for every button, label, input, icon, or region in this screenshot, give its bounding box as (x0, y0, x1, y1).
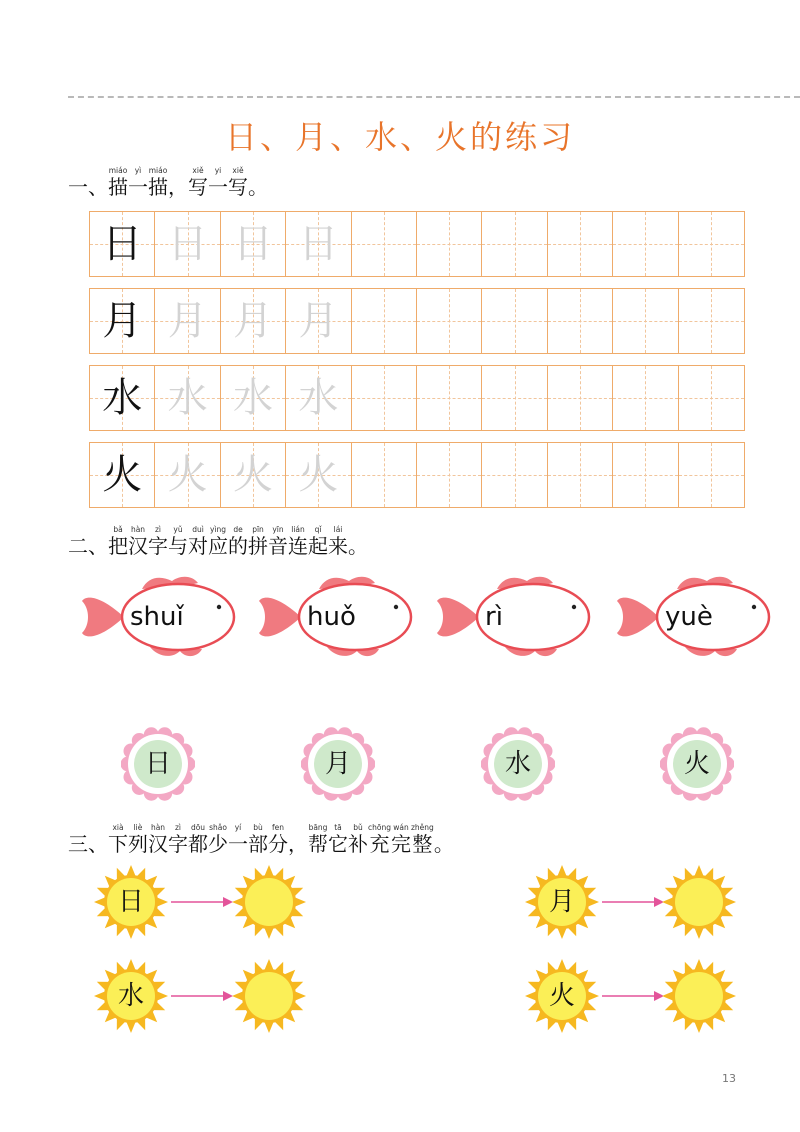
pinyin: xiě (232, 166, 244, 175)
flower-card[interactable] (660, 727, 734, 801)
dashed-divider (68, 96, 800, 98)
trace-char: 火 (233, 452, 274, 498)
pinyin: bù (253, 823, 263, 832)
grid-row (89, 211, 745, 277)
writing-cell[interactable] (352, 212, 417, 276)
pinyin: bǔ (353, 823, 363, 832)
grid-cell (155, 366, 220, 430)
sun-icon (231, 958, 307, 1034)
pinyin: yí (234, 823, 242, 832)
sun-given (93, 958, 169, 1034)
annotated-char (128, 165, 148, 198)
trace-char: 水 (167, 375, 208, 421)
writing-cell[interactable] (482, 289, 547, 353)
writing-cell[interactable] (482, 443, 547, 507)
sun-icon (661, 864, 737, 940)
hanzi: ， (168, 175, 188, 199)
annotated-char (128, 822, 148, 855)
writing-cell[interactable] (548, 212, 613, 276)
arrow-right-icon (602, 989, 664, 1003)
pinyin: qǐ (314, 525, 322, 534)
pinyin: shǎo (209, 823, 227, 832)
grid-cell (155, 289, 220, 353)
grid-row (89, 442, 745, 508)
annotated-char (148, 822, 168, 855)
model-char: 水 (102, 375, 143, 421)
pinyin: yīn (272, 525, 284, 534)
sun-answer-blank[interactable] (661, 958, 737, 1034)
fish-card[interactable] (80, 575, 240, 660)
grid-cell (221, 443, 286, 507)
section1-heading (68, 165, 268, 198)
flower-card[interactable] (301, 727, 375, 801)
writing-cell[interactable] (482, 212, 547, 276)
section3-instruction (108, 823, 454, 856)
pinyin: liè (133, 823, 143, 832)
grid-cell (155, 212, 220, 276)
grid-cell (221, 289, 286, 353)
pinyin: duì (192, 525, 204, 534)
hanzi: 都 (188, 832, 208, 856)
pinyin: lái (333, 525, 343, 534)
flower-character: 火 (683, 749, 710, 779)
grid-row (89, 365, 745, 431)
trace-char: 日 (233, 221, 274, 267)
hanzi: 。 (433, 832, 454, 856)
annotated-char (308, 524, 328, 557)
annotated-char (208, 165, 228, 198)
sun-character: 月 (548, 887, 575, 917)
trace-char: 月 (167, 298, 208, 344)
annotated-char (128, 524, 148, 557)
hanzi: 字 (168, 832, 188, 856)
model-char: 月 (102, 298, 143, 344)
pinyin: hàn (150, 823, 166, 832)
arrow-right-icon (171, 989, 233, 1003)
grid-cell (90, 443, 155, 507)
grid-cell (221, 366, 286, 430)
hanzi: 少 (208, 832, 228, 856)
writing-cell[interactable] (613, 366, 678, 430)
pinyin: tā (334, 823, 342, 832)
annotated-char (208, 524, 228, 557)
pinyin: fen (271, 823, 284, 832)
hanzi: 一 (208, 175, 228, 199)
trace-char: 日 (167, 221, 208, 267)
pinyin: pīn (252, 525, 264, 534)
hanzi: 起 (308, 534, 328, 558)
pinyin: bǎ (113, 525, 123, 534)
annotated-char (248, 822, 268, 855)
section3-number: 三、 (68, 832, 108, 856)
writing-cell[interactable] (417, 289, 482, 353)
annotated-char (328, 524, 348, 557)
annotated-char (228, 165, 248, 198)
annotated-char (208, 822, 228, 855)
writing-cell[interactable] (482, 366, 547, 430)
annotated-char (288, 822, 308, 855)
writing-cell[interactable] (613, 212, 678, 276)
annotated-char (168, 822, 188, 855)
writing-cell[interactable] (613, 443, 678, 507)
annotated-char (108, 822, 128, 855)
annotated-char (188, 822, 208, 855)
annotated-char (108, 165, 128, 198)
annotated-char (228, 524, 248, 557)
sun-answer-blank[interactable] (661, 864, 737, 940)
writing-cell[interactable] (613, 289, 678, 353)
section3-heading (68, 822, 454, 855)
sun-character: 日 (117, 887, 144, 917)
annotated-char (168, 524, 188, 557)
pinyin: zhěng (410, 823, 434, 832)
annotated-char (368, 822, 391, 855)
model-char: 日 (102, 221, 143, 267)
trace-char: 水 (298, 375, 339, 421)
writing-cell[interactable] (679, 289, 744, 353)
annotated-char (148, 165, 168, 198)
hanzi: 补 (348, 832, 368, 856)
hanzi: 拼 (248, 534, 268, 558)
sun-icon (231, 864, 307, 940)
hanzi: 写 (188, 175, 208, 199)
fish-pinyin-label: yuè (665, 602, 713, 632)
pinyin: bāng (308, 823, 328, 832)
model-char: 火 (102, 452, 143, 498)
hanzi: 分 (268, 832, 288, 856)
writing-cell[interactable] (548, 366, 613, 430)
trace-char: 月 (298, 298, 339, 344)
writing-cell[interactable] (352, 289, 417, 353)
pinyin: xiě (192, 166, 204, 175)
hanzi: 一 (228, 832, 248, 856)
fish-card[interactable] (615, 575, 775, 660)
pinyin: wán (393, 823, 409, 832)
hanzi: 的 (228, 534, 248, 558)
section1-instruction (108, 166, 268, 199)
hanzi: 写 (228, 175, 248, 199)
flower-card[interactable] (121, 727, 195, 801)
pinyin: hàn (130, 525, 146, 534)
trace-char: 水 (233, 375, 274, 421)
annotated-char (268, 524, 288, 557)
hanzi: 帮 (308, 832, 328, 856)
sun-answer-blank[interactable] (231, 958, 307, 1034)
hanzi: 汉 (128, 534, 148, 558)
sun-given (93, 864, 169, 940)
writing-cell[interactable] (352, 366, 417, 430)
writing-cell[interactable] (548, 443, 613, 507)
pinyin: yi (214, 166, 222, 175)
hanzi: 汉 (148, 832, 168, 856)
arrow-right-icon (171, 895, 233, 909)
pinyin: lián (291, 525, 305, 534)
grid-cell (286, 366, 351, 430)
fish-pinyin-label: rì (485, 602, 503, 632)
sun-given (524, 864, 600, 940)
annotated-char (148, 524, 168, 557)
section2-instruction (108, 525, 368, 558)
annotated-char (248, 165, 268, 198)
annotated-char (434, 822, 454, 855)
hanzi: 整 (412, 832, 433, 856)
annotated-char (168, 165, 188, 198)
hanzi: 描 (148, 175, 168, 199)
sun-answer-blank[interactable] (231, 864, 307, 940)
writing-cell[interactable] (417, 443, 482, 507)
annotated-char (228, 822, 248, 855)
section1-number: 一、 (68, 175, 108, 199)
writing-cell[interactable] (679, 366, 744, 430)
annotated-char (108, 524, 128, 557)
hanzi: 。 (348, 534, 368, 558)
hanzi: 完 (390, 832, 411, 856)
annotated-char (188, 524, 208, 557)
annotated-char (188, 165, 208, 198)
trace-char: 火 (298, 452, 339, 498)
pinyin: yìng (209, 525, 227, 534)
hanzi: 与 (168, 534, 188, 558)
annotated-char (348, 822, 368, 855)
flower-character: 日 (144, 749, 171, 779)
sun-character: 水 (117, 981, 144, 1011)
writing-cell[interactable] (679, 212, 744, 276)
hanzi: 连 (288, 534, 308, 558)
flower-card[interactable] (481, 727, 555, 801)
annotated-char (308, 822, 328, 855)
annotated-char (391, 822, 411, 855)
sun-icon (661, 958, 737, 1034)
trace-char: 月 (233, 298, 274, 344)
fish-card[interactable] (257, 575, 417, 660)
grid-cell (90, 289, 155, 353)
hanzi: 来 (328, 534, 348, 558)
sun-given (524, 958, 600, 1034)
hanzi: 充 (369, 832, 390, 856)
fish-pinyin-label: shuǐ (130, 602, 184, 632)
annotated-char (248, 524, 268, 557)
hanzi: 。 (248, 175, 268, 199)
grid-row (89, 288, 745, 354)
writing-cell[interactable] (548, 289, 613, 353)
grid-cell (155, 443, 220, 507)
section2-heading (68, 524, 368, 557)
hanzi: 字 (148, 534, 168, 558)
page-number: 13 (722, 1072, 736, 1085)
pinyin: de (233, 525, 243, 534)
hanzi: 部 (248, 832, 268, 856)
hanzi: 音 (268, 534, 288, 558)
pinyin: yǔ (173, 525, 183, 534)
hanzi: 下 (108, 832, 128, 856)
annotated-char (328, 822, 348, 855)
trace-char: 火 (167, 452, 208, 498)
hanzi: 描 (108, 175, 128, 199)
pinyin: chōng (368, 823, 391, 832)
hanzi: 对 (188, 534, 208, 558)
fish-card[interactable] (435, 575, 595, 660)
pinyin: miáo (108, 166, 128, 175)
flower-character: 月 (324, 749, 351, 779)
writing-cell[interactable] (417, 212, 482, 276)
hanzi: ， (288, 832, 308, 856)
page-title: 日、月、水、火的练习 (224, 118, 575, 156)
arrow-right-icon (602, 895, 664, 909)
grid-cell (221, 212, 286, 276)
grid-cell (90, 212, 155, 276)
pinyin: yì (134, 166, 142, 175)
writing-cell[interactable] (417, 366, 482, 430)
hanzi: 应 (208, 534, 228, 558)
grid-cell (90, 366, 155, 430)
pinyin: miáo (148, 166, 168, 175)
fish-pinyin-label: huǒ (307, 602, 356, 632)
writing-cell[interactable] (352, 443, 417, 507)
pinyin: xià (112, 823, 124, 832)
hanzi: 把 (108, 534, 128, 558)
annotated-char (268, 822, 288, 855)
sun-character: 火 (548, 981, 575, 1011)
hanzi: 一 (128, 175, 148, 199)
writing-cell[interactable] (679, 443, 744, 507)
hanzi: 列 (128, 832, 148, 856)
flower-character: 水 (504, 749, 531, 779)
pinyin: dōu (190, 823, 206, 832)
hanzi: 它 (328, 832, 348, 856)
pinyin: zì (174, 823, 182, 832)
trace-char: 日 (298, 221, 339, 267)
annotated-char (288, 524, 308, 557)
pinyin: zì (154, 525, 162, 534)
grid-cell (286, 212, 351, 276)
annotated-char (348, 524, 368, 557)
annotated-char (411, 822, 434, 855)
grid-cell (286, 289, 351, 353)
section2-number: 二、 (68, 534, 108, 558)
grid-cell (286, 443, 351, 507)
